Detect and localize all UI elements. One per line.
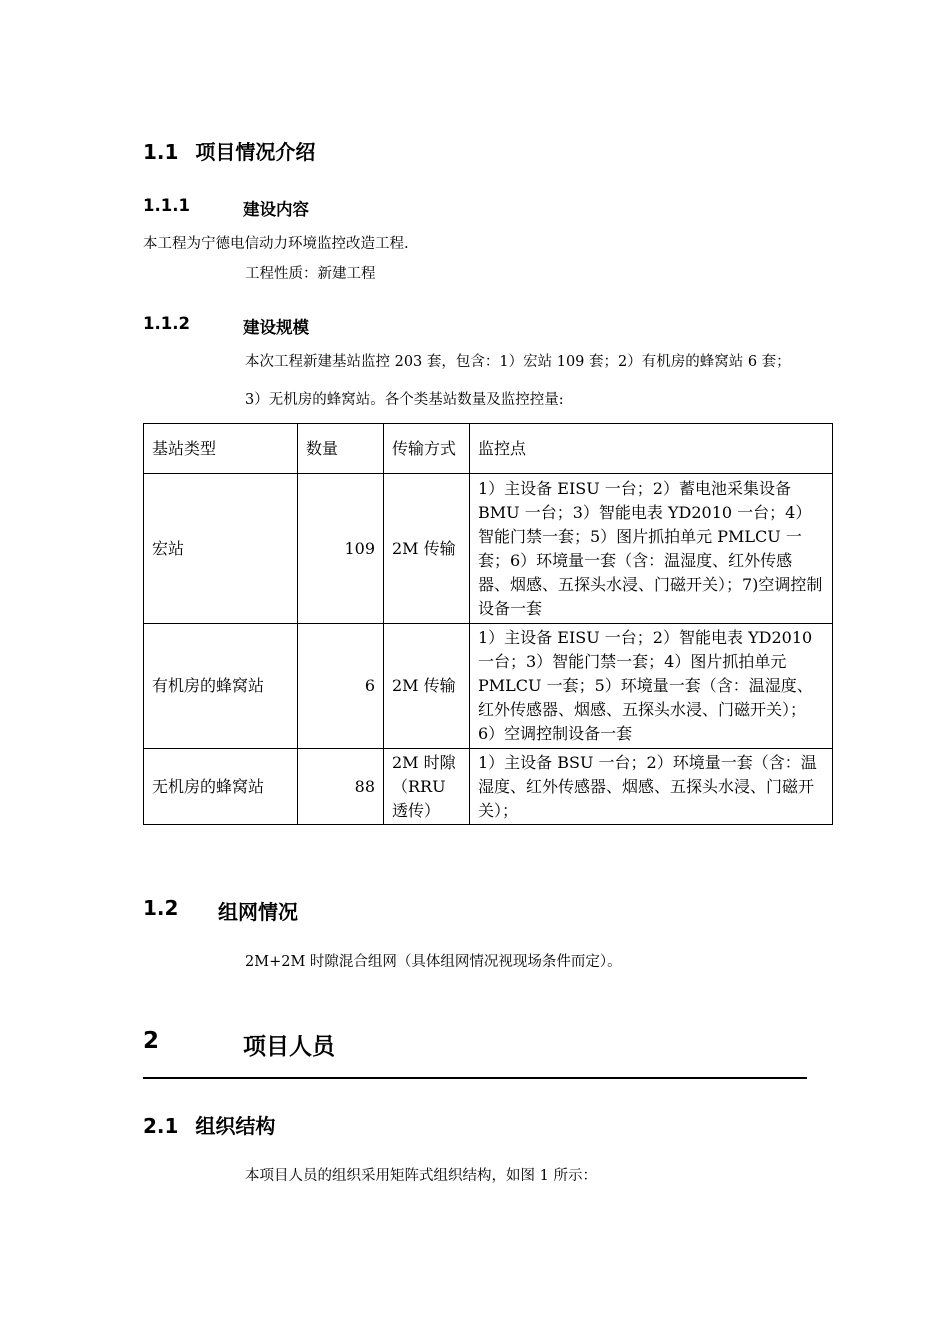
- section-2-1-heading: [143, 1110, 275, 1139]
- section-1-1-1-number: 1.1.1: [143, 196, 190, 215]
- section-1-1-heading: [143, 136, 315, 165]
- chapter-2-title: 项目人员: [243, 1034, 335, 1060]
- table-cell-qty: 88: [298, 749, 384, 825]
- table-cell-trans: 2M 传输: [384, 624, 470, 749]
- table-cell-points: 1）主设备 EISU 一台；2）智能电表 YD2010 一台；3）智能门禁一套；4）图片抓拍单元 PMLCU 一套；5）环境量一套（含：温湿度、红外传感器、烟感、五探头水浸、门磁开关）；6）空调控制设备一套: [470, 624, 833, 749]
- section-title: 组织结构: [195, 1114, 276, 1138]
- table-row: [144, 749, 833, 825]
- section-title: 项目情况介绍: [195, 140, 316, 164]
- table-cell-qty: 6: [298, 624, 384, 749]
- table-header-cell: 监控点: [470, 424, 833, 474]
- table-cell-type: 无机房的蜂窝站: [144, 749, 298, 825]
- table-cell-trans: 2M 传输: [384, 474, 470, 624]
- chapter-divider: [143, 1077, 807, 1079]
- table-cell-type: 有机房的蜂窝站: [144, 624, 298, 749]
- paragraph-org: 本项目人员的组织采用矩阵式组织结构，如图 1 所示：: [245, 1168, 597, 1184]
- section-1-2-number: 1.2: [143, 896, 179, 920]
- paragraph-network: 2M+2M 时隙混合组网（具体组网情况视现场条件而定）。: [245, 954, 622, 970]
- section-1-1-2-number: 1.1.2: [143, 314, 190, 333]
- table-row: [144, 624, 833, 749]
- paragraph-scale-2: 3）无机房的蜂窝站。各个类基站数量及监控控量:: [245, 392, 564, 408]
- station-table: [143, 423, 833, 825]
- table-cell-trans: 2M 时隙（RRU 透传）: [384, 749, 470, 825]
- table-row: [144, 474, 833, 624]
- table-cell-type: 宏站: [144, 474, 298, 624]
- table-cell-points: 1）主设备 BSU 一台；2）环境量一套（含：温湿度、红外传感器、烟感、五探头水浸、门磁开关）；: [470, 749, 833, 825]
- chapter-2-number: 2: [143, 1028, 160, 1054]
- section-number: 1.1: [143, 140, 179, 164]
- paragraph-content: 本工程为宁德电信动力环境监控改造工程.: [143, 236, 409, 252]
- paragraph-scale-1: 本次工程新建基站监控 203 套，包含：1）宏站 109 套；2）有机房的蜂窝站 6 套；: [245, 354, 791, 370]
- section-1-1-1-title: 建设内容: [243, 200, 309, 219]
- section-number: 2.1: [143, 1114, 179, 1138]
- section-1-2-title: 组网情况: [218, 900, 298, 924]
- table-cell-qty: 109: [298, 474, 384, 624]
- table-header-cell: 基站类型: [144, 424, 298, 474]
- table-header-cell: 数量: [298, 424, 384, 474]
- table-header-row: [144, 424, 833, 474]
- table-cell-points: 1）主设备 EISU 一台；2）蓄电池采集设备 BMU 一台；3）智能电表 YD2010 一台；4）智能门禁一套；5）图片抓拍单元 PMLCU 一套；6）环境量一套（含：温湿度、红外传感器、烟感、五探头水浸、门磁开关）；7)空调控制设备一套: [470, 474, 833, 624]
- paragraph-nature: 工程性质：新建工程: [245, 266, 376, 282]
- section-1-1-2-title: 建设规模: [243, 318, 309, 337]
- table-header-cell: 传输方式: [384, 424, 470, 474]
